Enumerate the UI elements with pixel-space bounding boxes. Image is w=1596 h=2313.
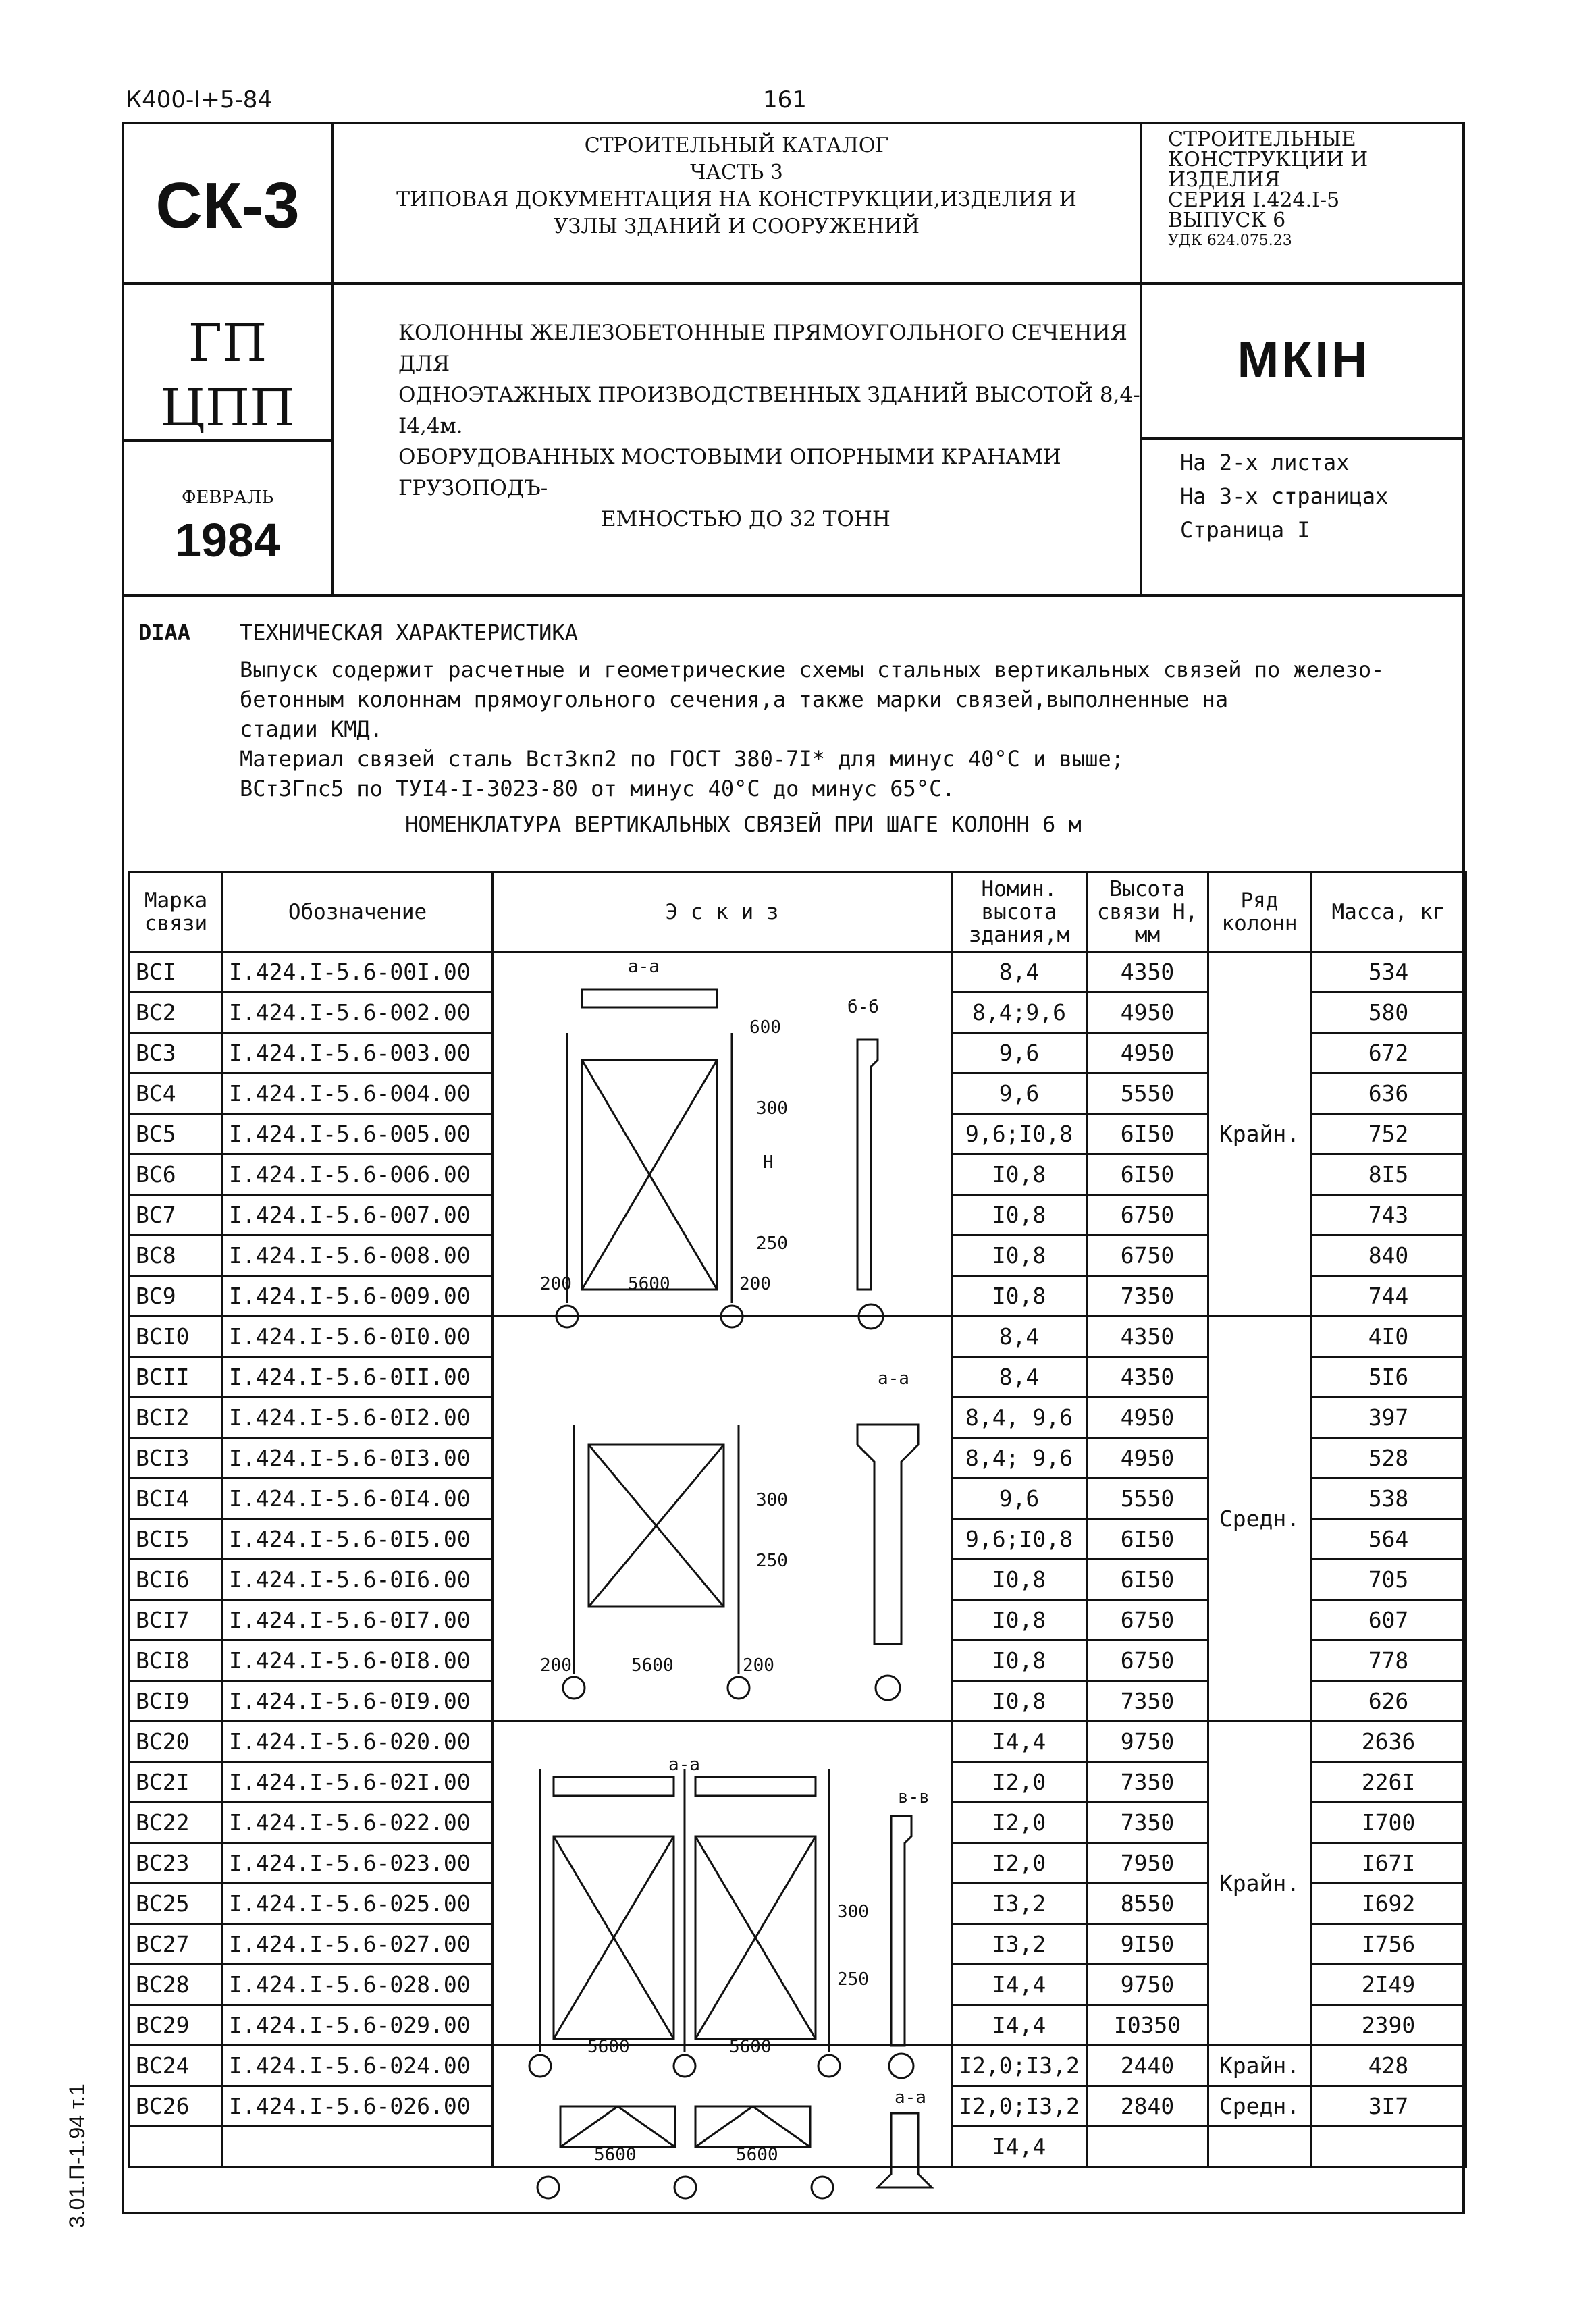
cell-mass: 672 (1311, 1033, 1466, 1073)
cell-mass: 2I49 (1311, 1965, 1466, 2005)
cell-building-height: I4,4 (952, 1965, 1087, 2005)
label-dim-5600: 5600 (628, 1274, 670, 1294)
sketch-group-1 (556, 990, 883, 1329)
label-dim-5600: 5600 (736, 2145, 778, 2165)
cell-designation: I.424.I-5.6-024.00 (223, 2046, 493, 2086)
cell-building-height: 9,6;I0,8 (952, 1519, 1087, 1560)
series-line: ВЫПУСК 6 (1168, 209, 1286, 232)
cell-mass: I756 (1311, 1924, 1466, 1965)
cell-mass: 528 (1311, 1438, 1466, 1479)
diag-brace (753, 2106, 810, 2147)
cell-column-row: Средн. (1208, 2086, 1311, 2127)
header-designation: Обозначение (223, 872, 493, 952)
column-section (857, 1040, 878, 1290)
series-line: СТРОИТЕЛЬНЫЕ (1168, 128, 1356, 151)
cell-link-height: 7350 (1087, 1803, 1208, 1843)
tech-code: DIAA (138, 620, 191, 645)
cell-mass: 705 (1311, 1560, 1466, 1600)
cell-building-height: I0,8 (952, 1195, 1087, 1235)
cell-designation: I.424.I-5.6-008.00 (223, 1235, 493, 1276)
cell-designation: I.424.I-5.6-0I4.00 (223, 1479, 493, 1519)
cell-mass: 778 (1311, 1641, 1466, 1681)
cell-building-height: 9,6 (952, 1073, 1087, 1114)
series-line: КОНСТРУКЦИИ И (1168, 148, 1368, 171)
cell-link-height: 4950 (1087, 1033, 1208, 1073)
cell-designation: I.424.I-5.6-0I6.00 (223, 1560, 493, 1600)
description-line: ОДНОЭТАЖНЫХ ПРОИЗВОДСТВЕННЫХ ЗДАНИЙ ВЫСОТОЙ 8,4-I4,4м. (398, 383, 1140, 438)
cell-mass: 226I (1311, 1762, 1466, 1803)
cell-building-height: I4,4 (952, 2127, 1087, 2167)
label-dim-200: 200 (743, 1655, 774, 1676)
cell-building-height: 8,4 (952, 952, 1087, 992)
cell-column-row: Крайн. (1208, 952, 1311, 1317)
column-section (878, 2113, 932, 2187)
cell-building-height: I2,0 (952, 1803, 1087, 1843)
cell-link-height: 6I50 (1087, 1154, 1208, 1195)
column-section (857, 1425, 918, 1644)
description-line: ЕМНОСТЬЮ ДО 32 ТОНН (601, 507, 890, 531)
tech-line: стадии КМД. (240, 716, 383, 742)
cell-building-height: I0,8 (952, 1154, 1087, 1195)
label-dim-300: 300 (756, 1098, 788, 1119)
cell-mark: ВСI3 (130, 1438, 223, 1479)
cell-building-height: 8,4; 9,6 (952, 1438, 1087, 1479)
label-section-aa: а-а (668, 1755, 700, 1775)
label-dim-250: 250 (837, 1969, 869, 1990)
cell-link-height: 7950 (1087, 1843, 1208, 1884)
cell-mark: ВСI5 (130, 1519, 223, 1560)
cell-mass: 840 (1311, 1235, 1466, 1276)
cell-building-height: 8,4 (952, 1317, 1087, 1357)
description-line: КОЛОННЫ ЖЕЛЕЗОБЕТОННЫЕ ПРЯМОУГОЛЬНОГО СЕЧЕНИЯ ДЛЯ (398, 321, 1127, 376)
label-dim-250: 250 (756, 1233, 788, 1254)
cell-mark: ВС9 (130, 1276, 223, 1317)
label-dim-300: 300 (756, 1490, 788, 1510)
label-section-aa: а-а (895, 2088, 926, 2108)
diag-brace (695, 2106, 753, 2147)
top-truss (695, 1777, 816, 1796)
cell-mark: ВСI8 (130, 1641, 223, 1681)
cell-mark: ВС5 (130, 1114, 223, 1154)
tech-line: Материал связей сталь ВстЗкп2 по ГОСТ 380-7I* для минус 40°С и выше; (240, 746, 1125, 772)
cell-designation: I.424.I-5.6-023.00 (223, 1843, 493, 1884)
issue-year: 1984 (175, 514, 280, 566)
cell-link-height: 2440 (1087, 2046, 1208, 2086)
cell-designation: I.424.I-5.6-003.00 (223, 1033, 493, 1073)
cell-building-height: I2,0 (952, 1762, 1087, 1803)
axis-marker (728, 1677, 749, 1699)
cell-mark: ВСI2 (130, 1398, 223, 1438)
cell-designation: I.424.I-5.6-028.00 (223, 1965, 493, 2005)
header-link-height: Высота связи Н, мм (1087, 872, 1208, 952)
org-line: ЦПП (160, 377, 295, 437)
cell-building-height: 8,4, 9,6 (952, 1398, 1087, 1438)
cell-link-height: 9I50 (1087, 1924, 1208, 1965)
ck-label: СК-3 (155, 169, 300, 242)
axis-marker (818, 2055, 840, 2077)
cell-link-height: 6750 (1087, 1195, 1208, 1235)
cell-building-height: I0,8 (952, 1235, 1087, 1276)
cell-designation: I.424.I-5.6-00I.00 (223, 952, 493, 992)
cell-mass: 564 (1311, 1519, 1466, 1560)
cell-mass: 428 (1311, 2046, 1466, 2086)
cell-designation: I.424.I-5.6-027.00 (223, 1924, 493, 1965)
cell-link-height: 7350 (1087, 1681, 1208, 1722)
label-section-aa: а-а (628, 957, 660, 977)
cell-building-height: I3,2 (952, 1924, 1087, 1965)
tech-line: Выпуск содержит расчетные и геометрические схемы стальных вертикальных связей по железо- (240, 657, 1385, 683)
label-dim-200: 200 (739, 1274, 771, 1294)
cell-building-height: I4,4 (952, 1722, 1087, 1762)
cell-mark: ВС23 (130, 1843, 223, 1884)
axis-marker (876, 1676, 900, 1700)
cell-building-height: 9,6 (952, 1479, 1087, 1519)
sheet-line: На 2-х листах (1180, 450, 1350, 475)
cell-designation: I.424.I-5.6-0I8.00 (223, 1641, 493, 1681)
cell-column-row: Крайн. (1208, 1722, 1311, 2046)
cell-building-height: I3,2 (952, 1884, 1087, 1924)
cell-link-height: 5550 (1087, 1479, 1208, 1519)
cell-mark: ВС26 (130, 2086, 223, 2127)
cell-link-height: 5550 (1087, 1073, 1208, 1114)
cell-building-height: I2,0 (952, 1843, 1087, 1884)
cell-column-row: Крайн. (1208, 2046, 1311, 2086)
label-dim-200: 200 (540, 1655, 572, 1676)
cell-building-height: 8,4 (952, 1357, 1087, 1398)
cell-mass: 607 (1311, 1600, 1466, 1641)
cell-designation: I.424.I-5.6-0II.00 (223, 1357, 493, 1398)
tech-line: ВСт3Гпс5 по ТУI4-I-3023-80 от минус 40°С до минус 65°С. (240, 776, 955, 801)
cell-mass: 744 (1311, 1276, 1466, 1317)
label-dim-250: 250 (756, 1551, 788, 1571)
cell-link-height: 6750 (1087, 1600, 1208, 1641)
series-line: УДК 624.075.23 (1168, 232, 1292, 249)
header-sketch: Э с к и з (493, 872, 952, 952)
series-line: СЕРИЯ I.424.I-5 (1168, 188, 1340, 212)
label-dim-600: 600 (749, 1017, 781, 1038)
cell-link-height: 6I50 (1087, 1114, 1208, 1154)
cell-link-height: 4350 (1087, 1317, 1208, 1357)
cell-designation: I.424.I-5.6-006.00 (223, 1154, 493, 1195)
cell-building-height: I2,0;I3,2 (952, 2086, 1087, 2127)
cell-building-height: I4,4 (952, 2005, 1087, 2046)
catalog-line: ЧАСТЬ 3 (690, 161, 783, 184)
cell-designation: I.424.I-5.6-022.00 (223, 1803, 493, 1843)
cell-mark: ВСI4 (130, 1479, 223, 1519)
label-section-aa: а-а (878, 1368, 909, 1389)
catalog-line: УЗЛЫ ЗДАНИЙ И СООРУЖЕНИЙ (553, 215, 920, 238)
cell-mass: 3I7 (1311, 2086, 1466, 2127)
header-mark: Марка связи (130, 872, 223, 952)
cell-link-height: 6I50 (1087, 1519, 1208, 1560)
cell-mass: 2390 (1311, 2005, 1466, 2046)
cell-designation: I.424.I-5.6-026.00 (223, 2086, 493, 2127)
catalog-line: ТИПОВАЯ ДОКУМЕНТАЦИЯ НА КОНСТРУКЦИИ,ИЗДЕЛИЯ И (396, 188, 1077, 211)
cell-link-height: 4950 (1087, 1398, 1208, 1438)
cell-mass: 636 (1311, 1073, 1466, 1114)
bay-frame (695, 2106, 810, 2147)
axis-marker (721, 1306, 743, 1327)
cell-mass: 752 (1311, 1114, 1466, 1154)
label-dim-200: 200 (540, 1274, 572, 1294)
cell-link-height: 9750 (1087, 1722, 1208, 1762)
diag-brace (560, 2106, 618, 2147)
axis-marker (674, 2177, 696, 2198)
catalog-line: СТРОИТЕЛЬНЫЙ КАТАЛОГ (584, 134, 889, 157)
cell-mark: ВС22 (130, 1803, 223, 1843)
axis-marker (537, 2177, 559, 2198)
cell-mass: 2636 (1311, 1722, 1466, 1762)
cell-mark: ВС29 (130, 2005, 223, 2046)
sheet-line: На 3-х страницах (1180, 483, 1389, 509)
cell-building-height: I0,8 (952, 1276, 1087, 1317)
cell-mark: ВС20 (130, 1722, 223, 1762)
top-truss (582, 990, 717, 1007)
label-dim-5600: 5600 (594, 2145, 637, 2165)
tech-line: бетонным колоннам прямоугольного сечения,а также марки связей,выполненные на (240, 687, 1229, 712)
cell-mark: ВСI (130, 952, 223, 992)
cell-building-height: I0,8 (952, 1560, 1087, 1600)
cell-building-height: 9,6 (952, 1033, 1087, 1073)
cell-mark: ВСI7 (130, 1600, 223, 1641)
cell-mass: 626 (1311, 1681, 1466, 1722)
diag-brace (618, 2106, 675, 2147)
tech-heading: ТЕХНИЧЕСКАЯ ХАРАКТЕРИСТИКА (240, 620, 578, 645)
cell-mass: 4I0 (1311, 1317, 1466, 1357)
cell-mark: ВСI0 (130, 1317, 223, 1357)
label-dim-5600: 5600 (587, 2037, 630, 2057)
cell-designation: I.424.I-5.6-007.00 (223, 1195, 493, 1235)
cell-designation: I.424.I-5.6-025.00 (223, 1884, 493, 1924)
product-mark: МКIН (1237, 331, 1371, 388)
top-truss (554, 1777, 674, 1796)
label-dim-300: 300 (837, 1902, 869, 1922)
axis-marker (889, 2054, 913, 2078)
cell-link-height: 6750 (1087, 1235, 1208, 1276)
cell-mass: 534 (1311, 952, 1466, 992)
cell-designation: I.424.I-5.6-005.00 (223, 1114, 493, 1154)
cell-link-height: 6750 (1087, 1641, 1208, 1681)
description-line: ОБОРУДОВАННЫХ МОСТОВЫМИ ОПОРНЫМИ КРАНАМИ ГРУЗОПОДЪ- (398, 445, 1061, 500)
axis-marker (563, 1677, 585, 1699)
table-title: НОМЕНКЛАТУРА ВЕРТИКАЛЬНЫХ СВЯЗЕЙ ПРИ ШАГЕ КОЛОНН 6 м (405, 812, 1082, 837)
document-code: К400-I+5-84 (126, 86, 272, 113)
cell-mass: 580 (1311, 992, 1466, 1033)
side-note: 3.01.П-1.94 т.1 (65, 2083, 89, 2228)
cell-mark: ВС24 (130, 2046, 223, 2086)
cell-link-height: 7350 (1087, 1276, 1208, 1317)
axis-marker (674, 2055, 695, 2077)
cell-mark: ВСI9 (130, 1681, 223, 1722)
cell-mark: ВС7 (130, 1195, 223, 1235)
label-dim-h: Н (763, 1152, 774, 1173)
cell-designation: I.424.I-5.6-020.00 (223, 1722, 493, 1762)
cell-mass: I67I (1311, 1843, 1466, 1884)
cell-mark: ВС3 (130, 1033, 223, 1073)
cell-designation: I.424.I-5.6-0I3.00 (223, 1438, 493, 1479)
axis-marker (529, 2055, 551, 2077)
axis-marker (556, 1306, 578, 1327)
cell-link-height: 2840 (1087, 2086, 1208, 2127)
label-dim-5600: 5600 (729, 2037, 772, 2057)
cell-designation: I.424.I-5.6-0I0.00 (223, 1317, 493, 1357)
cell-link-height: 8550 (1087, 1884, 1208, 1924)
series-line: ИЗДЕЛИЯ (1168, 168, 1281, 192)
cell-column-row: Средн. (1208, 1317, 1311, 1722)
cell-mass: I692 (1311, 1884, 1466, 1924)
cell-designation: I.424.I-5.6-029.00 (223, 2005, 493, 2046)
axis-marker (859, 1304, 883, 1329)
cell-designation: I.424.I-5.6-0I5.00 (223, 1519, 493, 1560)
issue-month: ФЕВРАЛЬ (181, 487, 274, 508)
cell-mark: ВС2 (130, 992, 223, 1033)
cell-mark: ВС6 (130, 1154, 223, 1195)
header-column-row: Ряд колонн (1208, 872, 1311, 952)
cell-link-height: 7350 (1087, 1762, 1208, 1803)
label-section-bb: б-б (847, 997, 879, 1017)
cell-mark: ВС27 (130, 1924, 223, 1965)
sketch-group-2 (563, 1425, 918, 1700)
cell-building-height: 8,4;9,6 (952, 992, 1087, 1033)
cell-link-height: 9750 (1087, 1965, 1208, 2005)
cell-mass: 397 (1311, 1398, 1466, 1438)
label-dim-5600: 5600 (631, 1655, 674, 1676)
cell-designation: I.424.I-5.6-0I7.00 (223, 1600, 493, 1641)
cell-mass: 8I5 (1311, 1154, 1466, 1195)
cell-designation: I.424.I-5.6-004.00 (223, 1073, 493, 1114)
cell-mark: ВС4 (130, 1073, 223, 1114)
column-section (891, 1816, 911, 2046)
cell-building-height: I0,8 (952, 1600, 1087, 1641)
cell-link-height: 4350 (1087, 1357, 1208, 1398)
cell-building-height: I2,0;I3,2 (952, 2046, 1087, 2086)
cell-mass: I700 (1311, 1803, 1466, 1843)
header-building-height: Номин. высота здания,м (952, 872, 1087, 952)
cell-building-height: I0,8 (952, 1681, 1087, 1722)
header-mass: Масса, кг (1311, 872, 1466, 952)
cell-link-height: 4950 (1087, 992, 1208, 1033)
org-line: ГП (188, 313, 267, 373)
sketch-group-3 (529, 1769, 913, 2078)
sheet-line: Страница I (1180, 517, 1310, 543)
label-section-vv: в-в (898, 1787, 930, 1807)
cell-mark: ВСII (130, 1357, 223, 1398)
cell-link-height: I0350 (1087, 2005, 1208, 2046)
cell-designation: I.424.I-5.6-002.00 (223, 992, 493, 1033)
page-number: 161 (763, 86, 807, 113)
cell-mark: ВСI6 (130, 1560, 223, 1600)
cell-building-height: 9,6;I0,8 (952, 1114, 1087, 1154)
cell-designation: I.424.I-5.6-0I9.00 (223, 1681, 493, 1722)
cell-building-height: I0,8 (952, 1641, 1087, 1681)
cell-designation: I.424.I-5.6-02I.00 (223, 1762, 493, 1803)
cell-link-height: 4950 (1087, 1438, 1208, 1479)
cell-designation: I.424.I-5.6-0I2.00 (223, 1398, 493, 1438)
cell-mass: 5I6 (1311, 1357, 1466, 1398)
cell-designation: I.424.I-5.6-009.00 (223, 1276, 493, 1317)
cell-mark: ВС8 (130, 1235, 223, 1276)
cell-mark: ВС25 (130, 1884, 223, 1924)
cell-mass: 538 (1311, 1479, 1466, 1519)
cell-mark: ВС2I (130, 1762, 223, 1803)
cell-link-height: 4350 (1087, 952, 1208, 992)
bay-frame (560, 2106, 675, 2147)
cell-link-height: 6I50 (1087, 1560, 1208, 1600)
cell-mass: 743 (1311, 1195, 1466, 1235)
cell-mark: ВС28 (130, 1965, 223, 2005)
axis-marker (812, 2177, 833, 2198)
